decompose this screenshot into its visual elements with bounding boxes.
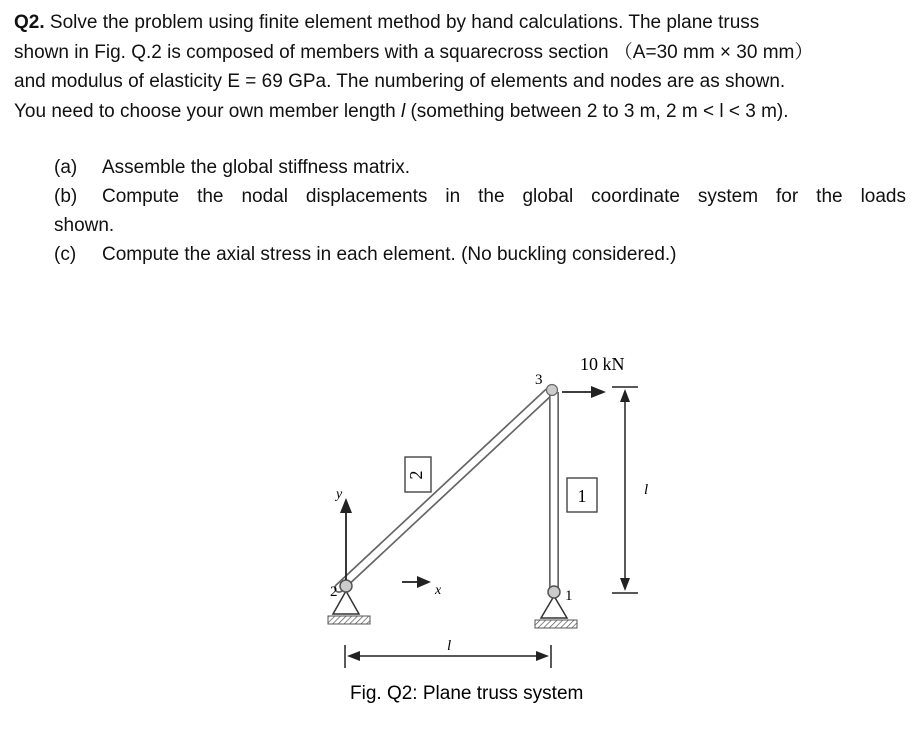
node-label-1: 1 [565, 588, 573, 604]
part-b-continuation: shown. [54, 215, 115, 236]
vertical-dimension [612, 387, 638, 593]
part-a-label: (a) [54, 157, 78, 178]
element-label-2: 2 [406, 470, 427, 480]
question-line-4-pre: You need to choose your own member length [14, 100, 401, 122]
part-c-text: Compute the axial stress in each element. (No buckling considered.) [102, 244, 677, 265]
node-2 [340, 580, 352, 592]
element-label-box-1 [567, 478, 597, 512]
part-a-text: Assemble the global stiffness matrix. [102, 157, 411, 178]
part-b-text: Compute the nodal displacements in the global coordinate system for the loads [102, 186, 906, 207]
question-number: Q2. [14, 12, 45, 33]
load-arrow [562, 386, 606, 398]
part-b-label: (b) [54, 186, 78, 207]
node-3 [547, 385, 558, 396]
node-1 [548, 586, 560, 598]
element-label-1: 1 [577, 486, 587, 506]
member-length-var: l [400, 100, 406, 122]
y-axis-label: y [336, 487, 343, 502]
element-2-diagonal [339, 393, 548, 588]
question-line-2: shown in Fig. Q.2 is composed of members with a squarecross section （A=30 mm × 30 mm） [14, 41, 814, 63]
element-label-box-2 [405, 457, 431, 492]
x-axis-arrow [402, 576, 431, 588]
node-label-3: 3 [535, 372, 543, 388]
question-line-1-text: Solve the problem using finite element method by hand calculations. The plane truss [49, 12, 760, 33]
x-axis-label: x [435, 583, 442, 598]
question-line-4-post: (something between 2 to 3 m, 2 m < l < 3 m). [405, 100, 789, 122]
load-label: 10 kN [580, 354, 625, 374]
y-axis-arrow [340, 498, 352, 580]
figure-caption: Fig. Q2: Plane truss system [350, 683, 584, 704]
horizontal-length-label: l [447, 638, 452, 654]
vertical-length-label: l [644, 482, 649, 498]
question-line-3: and modulus of elasticity E = 69 GPa. The numbering of elements and nodes are as shown. [14, 71, 786, 92]
node-label-2: 2 [330, 584, 338, 600]
part-c-label: (c) [54, 244, 77, 265]
